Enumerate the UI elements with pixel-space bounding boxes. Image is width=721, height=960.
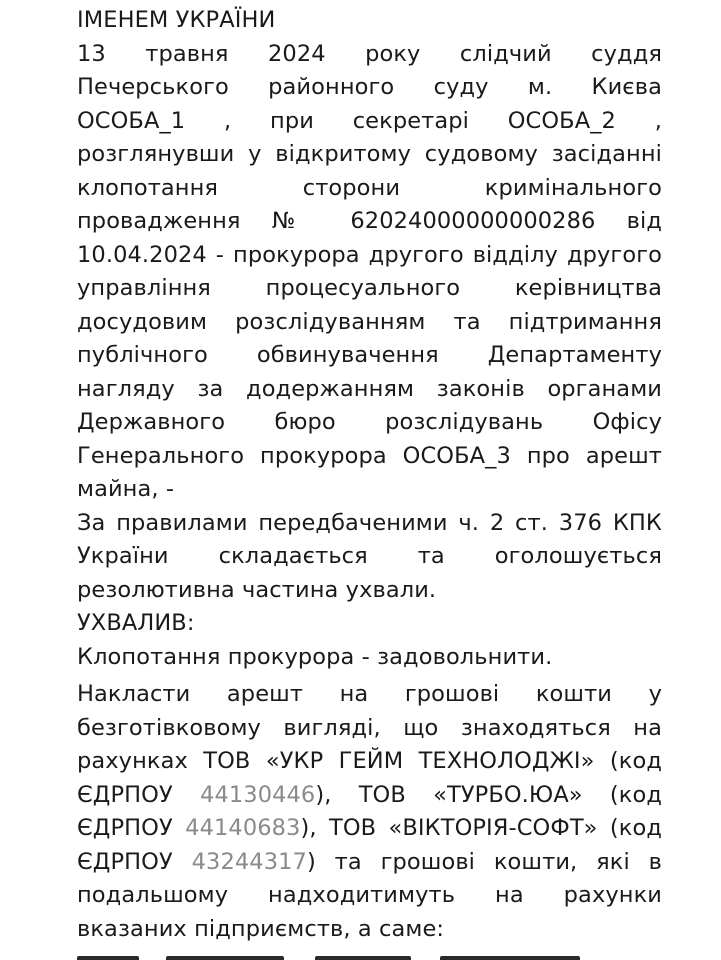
motion-granted-text: Клопотання прокурора - задовольнити.	[77, 643, 553, 670]
intro-line: управління процесуального керівництва	[77, 275, 662, 301]
arrest-line-tail: ), ТОВ «ТУРБО.ЮА» (код	[315, 781, 662, 808]
cut-off-glyphs	[440, 956, 580, 960]
edrpou-label: ЄДРПОУ	[77, 848, 192, 875]
intro-line: Генерального прокурора ОСОБА_3 про арешт	[77, 442, 662, 469]
edrpou-label: ЄДРПОУ	[77, 781, 201, 808]
intro-line: Печерського районного суду м. Києва	[77, 74, 662, 100]
arrest-line-tail: ) та грошові кошти, які в	[306, 848, 662, 875]
intro-line: ОСОБА_1 , при секретарі ОСОБА_2 ,	[77, 107, 662, 134]
ruling-heading: ІМЕНЕМ УКРАЇНИ	[77, 7, 276, 33]
intro-line: нагляду за додержанням законів органами	[77, 375, 662, 402]
intro-line: майна, -	[77, 476, 175, 502]
cut-off-glyphs	[77, 956, 139, 960]
ruled-heading: УХВАЛИВ:	[77, 610, 195, 636]
procedure-paragraph	[77, 507, 662, 608]
procedure-line: За правилами передбаченими ч. 2 ст. 376 КПК	[77, 509, 662, 536]
court-ruling-text	[77, 4, 662, 946]
edrpou-code: 44140683	[185, 815, 301, 841]
intro-line: провадження № 62024000000000286 від	[77, 208, 662, 234]
arrest-line	[77, 812, 662, 846]
intro-line: клопотання сторони кримінального	[77, 174, 662, 201]
intro-line: розглянувши у відкритому судовому засіданні	[77, 141, 662, 167]
cut-off-glyphs	[315, 956, 411, 960]
procedure-line: резолютивна частина ухвали.	[77, 576, 437, 603]
arrest-line: вказаних підприємств, а саме:	[77, 915, 445, 942]
intro-line: 13 травня 2024 року слідчий суддя	[77, 40, 662, 67]
arrest-line: рахунках ТОВ «УКР ГЕЙМ ТЕХНОЛОДЖІ» (код	[77, 748, 662, 774]
arrest-line: Накласти арешт на грошові кошти у	[77, 681, 662, 707]
procedure-line: України складається та оголошується	[77, 543, 662, 569]
arrest-line	[77, 846, 662, 880]
cut-off-glyphs	[166, 956, 284, 960]
edrpou-label: ЄДРПОУ	[77, 815, 186, 841]
intro-line: публічного обвинувачення Департаменту	[77, 342, 662, 368]
intro-line: досудовим розслідуванням та підтримання	[77, 308, 662, 335]
arrest-line: подальшому надходитимуть на рахунки	[77, 882, 662, 908]
arrest-line-tail: ), ТОВ «ВІКТОРІЯ-СОФТ» (код	[300, 815, 662, 841]
intro-line: Державного бюро розслідувань Офісу	[77, 409, 662, 435]
arrest-paragraph	[77, 678, 662, 946]
cut-off-next-line	[77, 946, 662, 960]
intro-paragraph	[77, 38, 662, 507]
arrest-line	[77, 779, 662, 813]
edrpou-code: 44130446	[200, 781, 316, 808]
intro-line: 10.04.2024 - прокурора другого відділу другого	[77, 241, 662, 268]
edrpou-code: 43244317	[191, 848, 307, 875]
arrest-line: безготівковому вигляді, що знаходяться на	[77, 714, 662, 741]
